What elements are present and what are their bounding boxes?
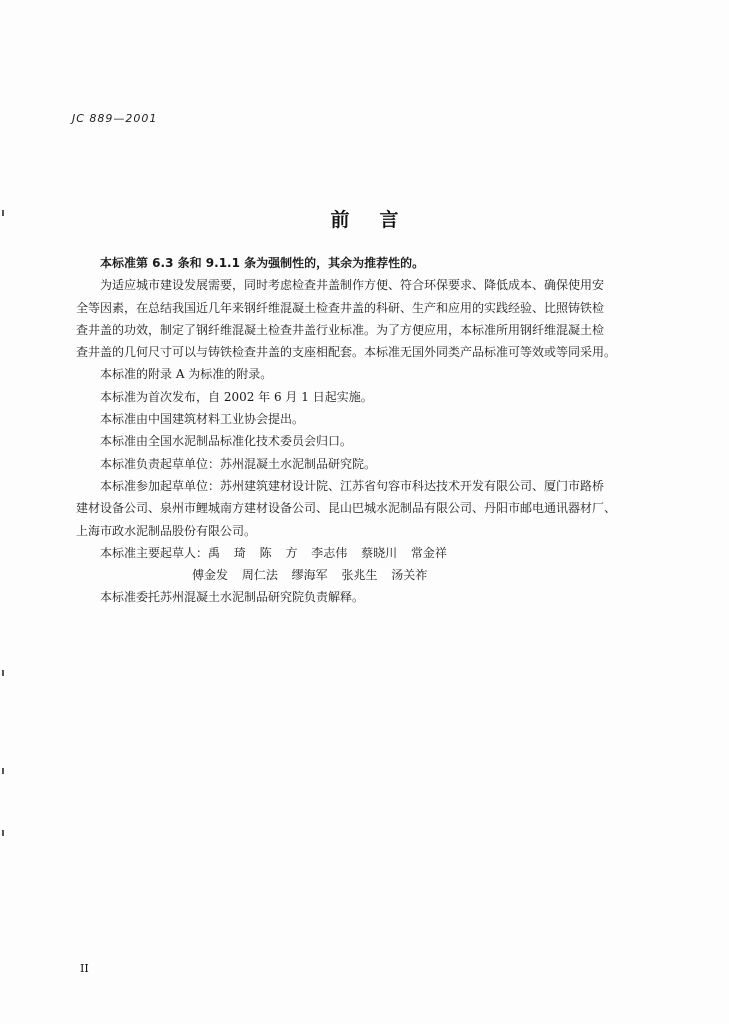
- proposer-paragraph: 本标准由中国建筑材料工业协会提出。: [100, 412, 305, 427]
- participating-units-line-2: 建材设备公司、泉州市鲤城南方建材设备公司、昆山巴城水泥制品有限公司、丹阳市邮电通讯器材厂、: [76, 501, 617, 516]
- scan-margin-mark: [2, 768, 4, 774]
- participating-units-line-1: 本标准参加起草单位：苏州建筑建材设计院、江苏省句容市科达技术开发有限公司、厦门市路桥: [100, 478, 605, 493]
- scan-margin-mark: [2, 830, 4, 836]
- scan-margin-mark: [2, 670, 4, 676]
- interpretation-paragraph: 本标准委托苏州混凝土水泥制品研究院负责解释。: [100, 590, 365, 605]
- responsible-drafter-paragraph: 本标准负责起草单位：苏州混凝土水泥制品研究院。: [100, 456, 377, 471]
- standard-number: JC 889—2001: [72, 112, 158, 125]
- effective-date-paragraph: 本标准为首次发布，自 2002 年 6 月 1 日起实施。: [100, 389, 373, 404]
- participating-units-line-3: 上海市政水泥制品股份有限公司。: [76, 523, 257, 538]
- main-drafters-label: 本标准主要起草人：: [100, 545, 209, 560]
- appendix-paragraph: 本标准的附录 A 为标准的附录。: [100, 367, 273, 382]
- main-drafters-names-2: 傅金发 周仁法 缪海军 张兆生 汤关祚: [192, 568, 428, 583]
- main-drafters-line-1: [76, 542, 656, 564]
- background-paragraph-line-4: 查井盖的几何尺寸可以与铸铁检查井盖的支座相配套。本标准无国外同类产品标准可等效或等同采用。: [76, 345, 617, 360]
- background-paragraph-line-3: 查井盖的功效，制定了钢纤维混凝土检查井盖行业标准。为了方便应用，本标准所用钢纤维混凝土检: [76, 322, 605, 337]
- mandatory-clause-paragraph: 本标准第 6.3 条和 9.1.1 条为强制性的，其余为推荐性的。: [100, 256, 425, 270]
- foreword-body: [76, 252, 656, 609]
- page-number: II: [80, 962, 89, 975]
- scan-margin-mark: [2, 210, 4, 216]
- administrator-paragraph: 本标准由全国水泥制品标准化技术委员会归口。: [100, 434, 353, 449]
- background-paragraph-line-1: 为适应城市建设发展需要，同时考虑检查井盖制作方便、符合环保要求、降低成本、确保使用安: [100, 278, 605, 293]
- background-paragraph-line-2: 全等因素，在总结我国近几年来钢纤维混凝土检查井盖的科研、生产和应用的实践经验、比照铸铁检: [76, 300, 605, 315]
- main-drafters-names-1: 禹 琦 陈 方 李志伟 蔡晓川 常金祥: [208, 545, 447, 560]
- page-title: 前言: [330, 209, 429, 231]
